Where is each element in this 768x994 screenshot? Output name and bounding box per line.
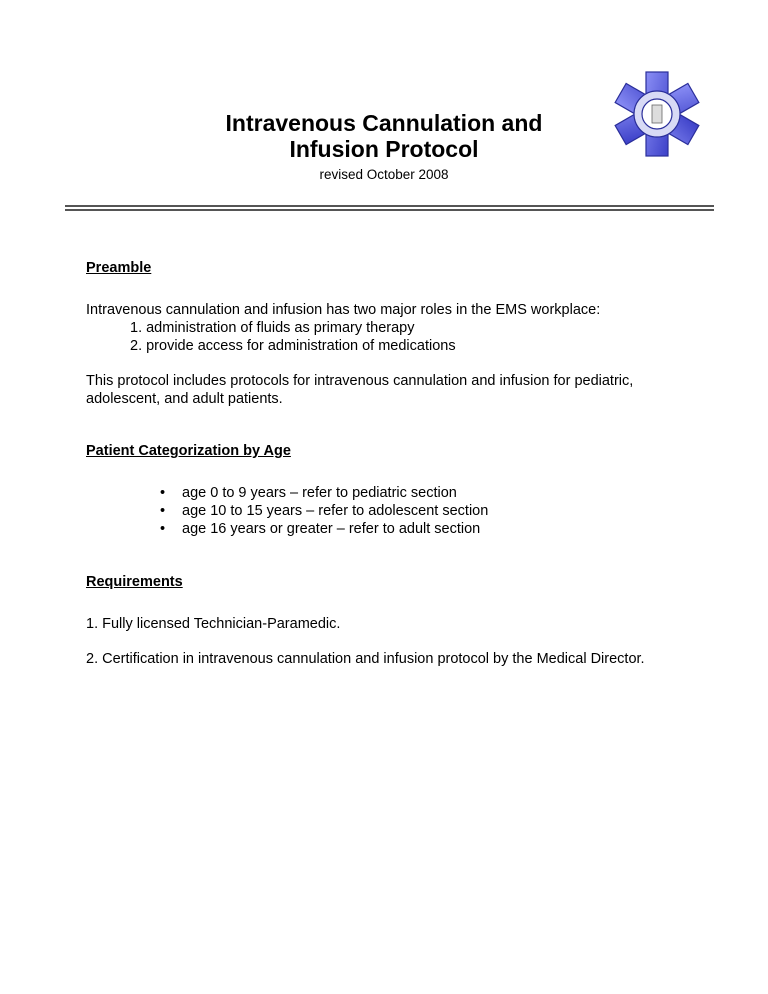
double-rule-top bbox=[65, 205, 714, 207]
age-item: age 0 to 9 years – refer to pediatric section bbox=[182, 485, 457, 501]
role-item: 2. provide access for administration of medications bbox=[130, 338, 456, 354]
title-line-2: Infusion Protocol bbox=[289, 136, 479, 162]
bullet-icon: • bbox=[160, 503, 166, 519]
scope-text: adolescent, and adult patients. bbox=[86, 391, 283, 407]
bullet-icon: • bbox=[160, 485, 166, 501]
age-item: age 10 to 15 years – refer to adolescent section bbox=[182, 503, 489, 519]
categorization-heading: Patient Categorization by Age bbox=[86, 443, 291, 459]
role-item: 1. administration of fluids as primary therapy bbox=[130, 320, 415, 336]
ems-star-of-life-logo bbox=[608, 68, 706, 160]
preamble-heading: Preamble bbox=[86, 260, 152, 276]
requirements-heading: Requirements bbox=[86, 574, 183, 590]
double-rule-bottom bbox=[65, 209, 714, 211]
bullet-icon: • bbox=[160, 521, 166, 537]
age-item: age 16 years or greater – refer to adult section bbox=[182, 521, 481, 537]
requirement-item: 2. Certification in intravenous cannulation and infusion protocol by the Medical Director. bbox=[86, 651, 645, 667]
requirement-item: 1. Fully licensed Technician-Paramedic. bbox=[86, 616, 341, 632]
revised-date: revised October 2008 bbox=[319, 167, 449, 182]
scope-text: This protocol includes protocols for intravenous cannulation and infusion for pediatric, bbox=[86, 373, 634, 389]
title-line-1: Intravenous Cannulation and bbox=[225, 110, 543, 136]
preamble-intro: Intravenous cannulation and infusion has two major roles in the EMS workplace: bbox=[86, 302, 601, 318]
